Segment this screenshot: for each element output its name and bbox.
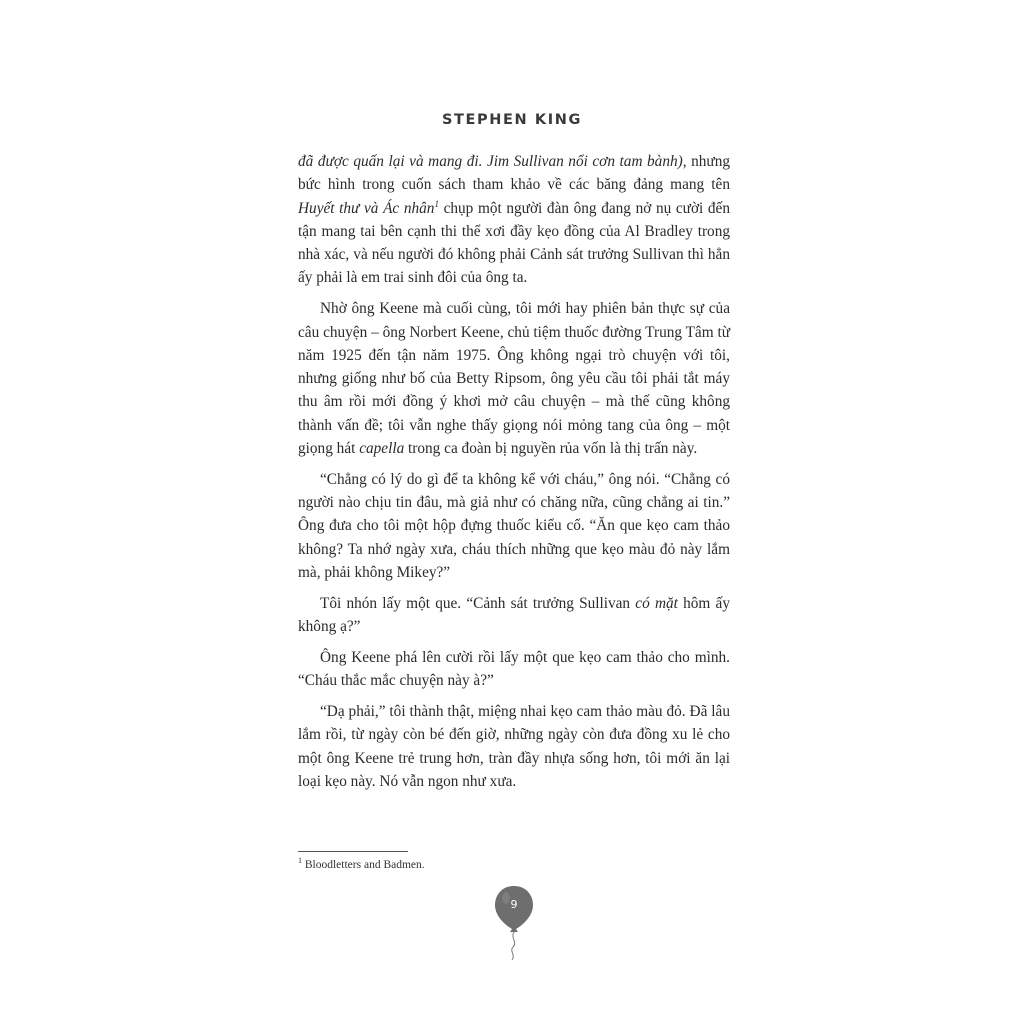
paragraph-2-text-a: Nhờ ông Keene mà cuối cùng, tôi mới hay phiên bản thực sự của câu chuyện – ông Norbert Keene, chủ tiệm thuốc đường Trung Tâm từ năm 1925 đến tận năm 1975. Ông không ngại trò chuyện với tôi, nhưng giống như bố của Betty Ripsom, ông yêu cầu tôi phải tắt máy thu âm rồi mới đồng ý khơi mở câu chuyện – mà thế cũng không thành vấn đề; tôi vẫn nghe thấy giọng nói mỏng tang của ông – một giọng hát [298,300,730,458]
paragraph-3: “Chẳng có lý do gì để ta không kể với cháu,” ông nói. “Chẳng có người nào chịu tin đâu, mà giả như có chăng nữa, cũng chẳng ai tin.” Ông đưa cho tôi một hộp đựng thuốc kiểu cổ. “Ăn que kẹo cam thảo không? Ta nhớ ngày xưa, cháu thích những que kẹo màu đỏ này lắm mà, phải không Mikey?” [298,470,730,582]
paragraph-4-text-a: Tôi nhón lấy một que. “Cảnh sát trưởng Sullivan [320,594,636,612]
footnote-divider [298,851,408,852]
paragraph-5: Ông Keene phá lên cười rồi lấy một que kẹo cam thảo cho mình. “Cháu thắc mắc chuyện này à?” [298,648,730,690]
paragraph-6: “Dạ phải,” tôi thành thật, miệng nhai kẹo cam thảo màu đỏ. Đã lâu lắm rồi, từ ngày còn bé đến giờ, những ngày còn đưa đồng xu lẻ cho một ông Keene trẻ trung hơn, tràn đầy nhựa sống hơn, tôi mới ăn lại loại kẹo này. Nó vẫn ngon như xưa. [298,703,730,790]
balloon-icon [490,884,540,964]
paragraph-2 [298,297,730,460]
paragraph-4-text-b: hôm ấy không ạ?” [298,594,730,636]
paragraph-1-italic-opening: đã được quấn lại và mang đi. Jim Sullivan nổi cơn tam bành), [298,153,687,170]
paragraph-4 [298,592,730,639]
paragraph-2-text-b: trong ca đoàn bị nguyền rủa vốn là thị trấn này. [404,440,698,458]
running-head: STEPHEN KING [442,112,582,128]
footnote-mark: 1 [298,856,302,866]
paragraph-4-italic: có mặt [635,594,678,612]
footnote-text: Bloodletters and Badmen. [302,859,425,871]
footnote [298,856,425,871]
paragraph-2-italic: capella [359,440,405,458]
paragraph-1-text-a: nhưng bức hình trong cuốn sách tham khảo về các băng đảng mang tên [298,153,730,194]
page-number: 9 [510,898,518,911]
body-text [298,150,730,801]
paragraph-1-text-b: chụp một người đàn ông đang nở nụ cười đến tận mang tai bên cạnh thi thể xơi đầy kẹo đồng của Al Bradley trong nhà xác, và nếu người đó không phải Cảnh sát trưởng Sullivan thì hẳn ấy phải là em trai sinh đôi của ông ta. [298,199,730,287]
book-title-italic: Huyết thư và Ác nhân [298,199,435,217]
page-number-ornament [490,884,540,964]
paragraph-1 [298,150,730,290]
footnote-reference: 1 [434,198,439,209]
